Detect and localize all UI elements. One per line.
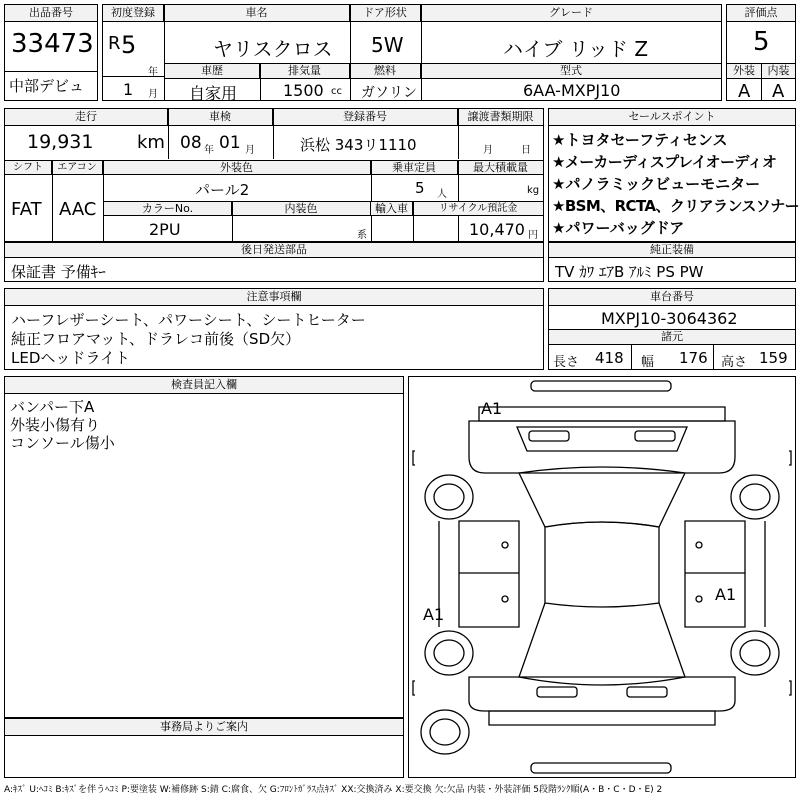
ac: AAC — [59, 199, 97, 220]
month-num: 1 — [123, 80, 134, 99]
later-parts-value: 保証書 予備ｷｰ — [11, 263, 106, 281]
grade-label: グレード — [421, 5, 721, 22]
office-label: 事務局よりご案内 — [5, 719, 403, 736]
model-label: 型式 — [421, 64, 721, 79]
sales-point: ★BSM、RCTA、クリアランスソナー — [552, 197, 799, 215]
recycle-label: リサイクル預託金 — [413, 202, 543, 216]
import-label: 輸入車 — [371, 202, 413, 216]
sales-point: ★パワーバッグドア — [552, 219, 685, 237]
car-name: ヤリスクロス — [213, 37, 333, 61]
recycle-unit: 円 — [528, 230, 538, 241]
year-unit: 年 — [148, 67, 158, 78]
height-label: 高さ — [721, 355, 748, 370]
inspector-line: 外装小傷有り — [10, 416, 101, 434]
sales-point: ★メーカーディスプレイオーディオ — [552, 153, 777, 171]
later-parts-box — [4, 242, 544, 282]
inspector-line: バンパー下A — [10, 398, 95, 416]
insp-month: 01 — [219, 133, 241, 153]
history-label: 車歴 — [165, 64, 260, 79]
displacement-label: 排気量 — [260, 64, 350, 79]
sales-point: ★パノラミックビューモニター — [552, 175, 761, 193]
ac-label: エアコン — [52, 161, 103, 175]
front-bumper-shape — [531, 381, 671, 391]
legend: A:ｷｽﾞ U:ﾍｺﾐ B:ｷｽﾞを伴うﾍｺﾐ P:要塗装 W:補修跡 S:錆 C:腐食、欠 G:ﾌﾛﾝﾄｶﾞﾗｽ点ｷｽﾞ XX:交換済み X:要交換 欠:欠品 内装・外装評価 5段階ﾗﾝｸ順(A・B・C・D・E) 2 — [4, 785, 663, 795]
fuel-label: 燃料 — [350, 64, 421, 79]
recycle: 10,470 — [469, 220, 525, 239]
notes-label: 注意事項欄 — [5, 289, 543, 306]
mileage-unit: km — [137, 132, 165, 153]
capacity: 5 — [415, 179, 425, 197]
lot-box — [4, 4, 98, 101]
width-label: 幅 — [641, 355, 655, 370]
sales-points-box — [548, 108, 799, 242]
color-no: 2PU — [149, 220, 181, 239]
displacement: 1500 — [283, 81, 324, 100]
genuine-equipment-value: TV ｶﾜ ｴｱB ｱﾙﾐ PS PW — [555, 263, 704, 281]
chassis-value: MXPJ10-3064362 — [601, 309, 738, 328]
lot-note: 中部デビュ — [9, 77, 85, 95]
shift: FAT — [11, 199, 42, 220]
color-no-label: カラーNo. — [104, 202, 232, 216]
rear-bumper-shape — [531, 763, 671, 773]
int-grade-label: 内装 — [762, 64, 795, 79]
score: 5 — [753, 27, 770, 57]
inspector-line: コンソール傷小 — [10, 434, 115, 452]
history: 自家用 — [189, 84, 238, 103]
inspector-label: 検査員記入欄 — [5, 377, 403, 394]
length-label: 長さ — [553, 355, 580, 370]
width: 176 — [679, 349, 708, 367]
capacity-unit: 人 — [437, 189, 447, 200]
fuel: ガソリン — [361, 85, 417, 101]
insp-year-unit: 年 — [204, 145, 214, 156]
capacity-label: 乗車定員 — [371, 161, 458, 175]
note-line: ハーフレザーシート、パワーシート、シートヒーター — [11, 311, 366, 329]
height: 159 — [759, 349, 788, 367]
damage-mark: A1 — [423, 605, 445, 624]
displacement-unit: cc — [331, 86, 342, 97]
car-name-label: 車名 — [164, 5, 350, 22]
plate: 浜松 343リ1110 — [300, 136, 417, 154]
ext-color: パール2 — [195, 181, 250, 199]
model: 6AA-MXPJ10 — [523, 81, 621, 100]
shift-label: シフト — [5, 161, 52, 175]
year-num: 5 — [121, 31, 137, 59]
int-grade: A — [772, 81, 785, 102]
ext-grade: A — [738, 81, 751, 102]
sales-points-label: セールスポイント — [549, 109, 795, 126]
score-label: 評価点 — [727, 5, 795, 22]
door: 5W — [371, 33, 404, 57]
chassis-box — [548, 288, 796, 370]
length: 418 — [595, 349, 624, 367]
int-color-unit: 系 — [357, 230, 367, 241]
plate-label: 登録番号 — [273, 109, 458, 126]
load-unit: kg — [527, 185, 540, 196]
inspection-label: 車検 — [168, 109, 273, 126]
load-label: 最大積載量 — [458, 161, 543, 175]
insp-month-unit: 月 — [245, 145, 255, 156]
score-box — [726, 4, 796, 101]
ext-color-label: 外装色 — [103, 161, 371, 175]
mileage-label: 走行 — [5, 109, 168, 126]
door-label: ドア形状 — [350, 5, 421, 22]
note-line: 純正フロアマット、ドラレコ前後（SD欠） — [11, 330, 301, 348]
damage-mark: A1 — [481, 399, 503, 418]
grade: ハイブ リッド Z — [503, 37, 649, 61]
notes-box — [4, 288, 544, 370]
specs-label: 諸元 — [549, 330, 795, 345]
damage-mark: A1 — [715, 585, 737, 604]
car-outline — [409, 377, 795, 777]
int-color-label: 内装色 — [232, 202, 371, 216]
era: R — [108, 33, 121, 54]
office-box — [4, 718, 404, 778]
insp-year: 08 — [180, 133, 202, 153]
lot-label: 出品番号 — [5, 5, 97, 22]
sales-point: ★トヨタセーフティセンス — [552, 131, 728, 149]
note-line: LEDヘッドライト — [11, 349, 130, 367]
genuine-equipment-label: 純正装備 — [549, 243, 795, 258]
damage-diagram — [408, 376, 796, 778]
chassis-label: 車台番号 — [549, 289, 795, 306]
mileage: 19,931 — [27, 131, 94, 153]
transfer-day-unit: 日 — [521, 145, 531, 156]
inspector-box — [4, 376, 404, 718]
lot-number: 33473 — [11, 29, 94, 59]
later-parts-label: 後日発送部品 — [5, 243, 543, 258]
ext-grade-label: 外装 — [727, 64, 761, 79]
transfer-month-unit: 月 — [483, 145, 493, 156]
transfer-label: 譲渡書類期限 — [458, 109, 543, 126]
vehicle-header — [102, 4, 722, 101]
genuine-equipment-box — [548, 242, 796, 282]
first-reg-label: 初度登録 — [103, 5, 164, 22]
registration-box — [4, 108, 544, 242]
month-unit: 月 — [148, 89, 158, 100]
